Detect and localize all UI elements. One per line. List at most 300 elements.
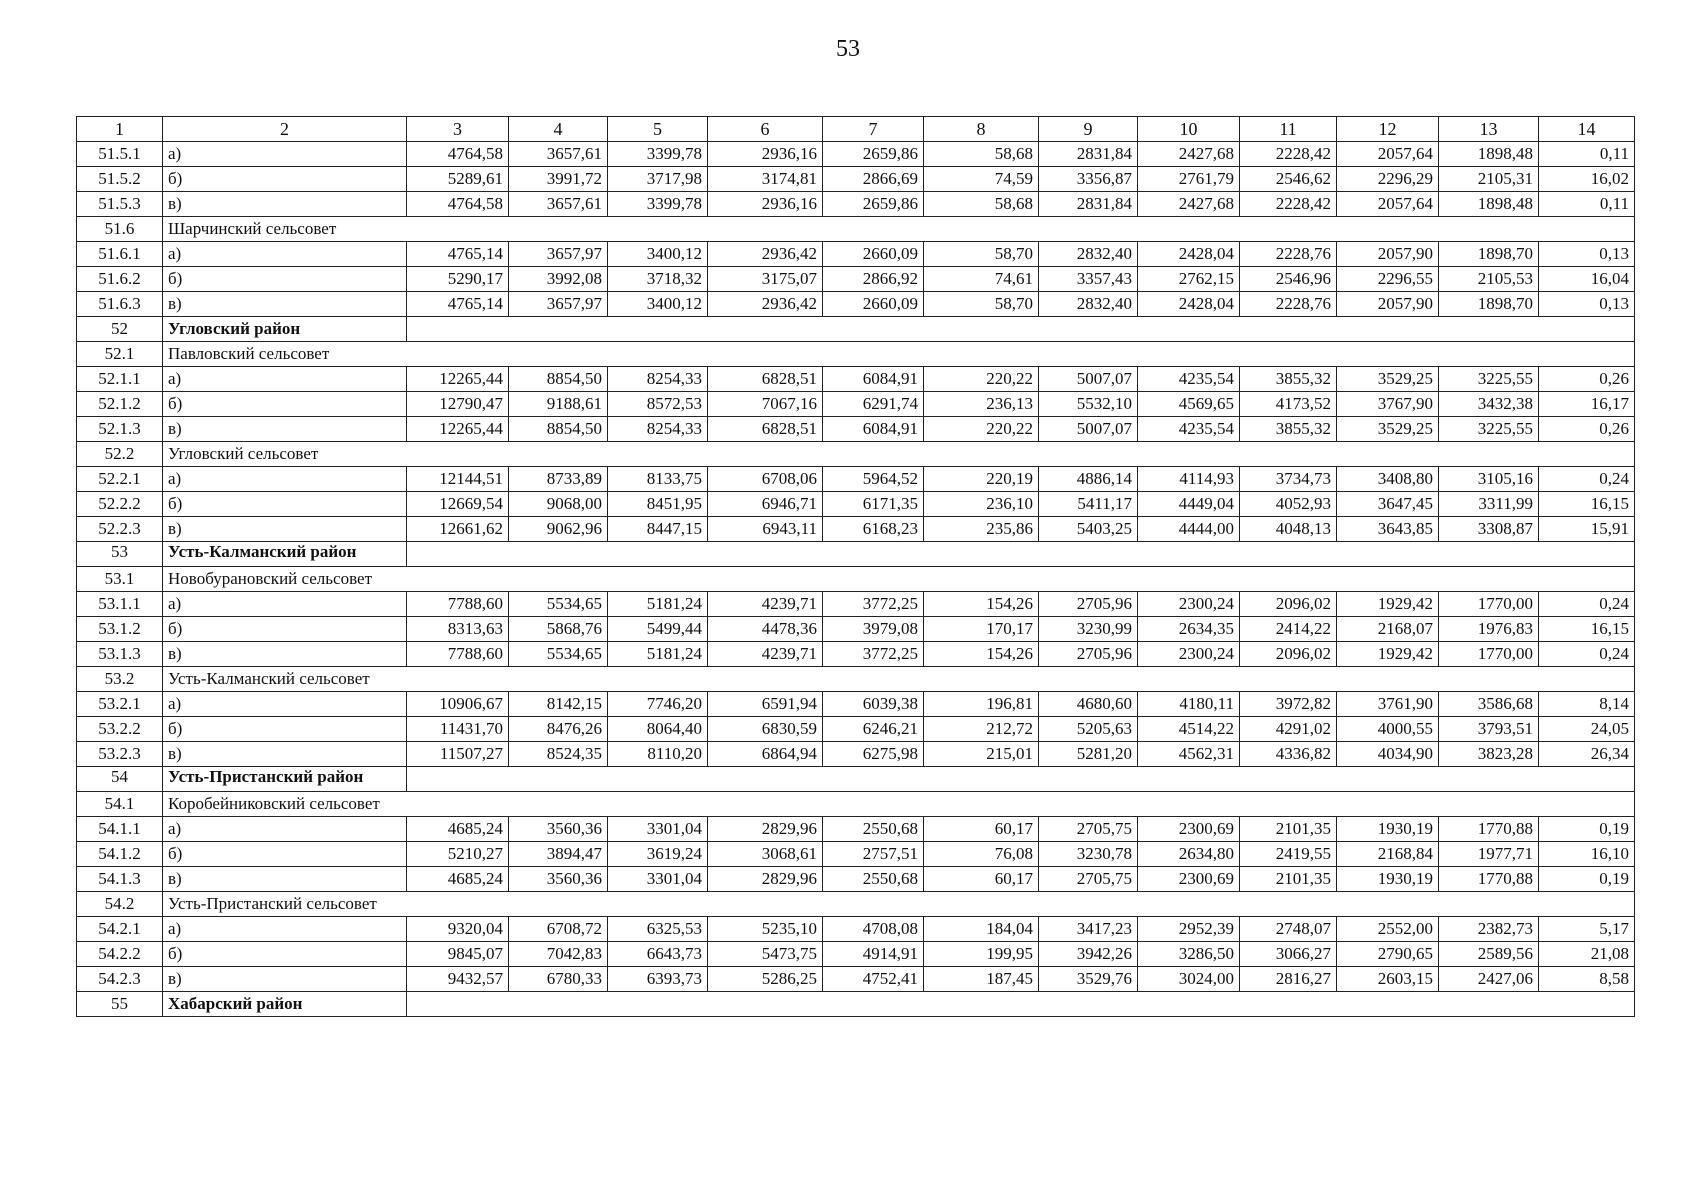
column-header: 4 [509, 117, 608, 142]
row-label: б) [163, 492, 407, 517]
cell-value: 8733,89 [509, 467, 608, 492]
row-label: а) [163, 917, 407, 942]
cell-value: 4764,58 [407, 192, 509, 217]
cell-value: 0,11 [1539, 192, 1635, 217]
district-code: 52 [77, 317, 163, 342]
cell-value: 2419,55 [1240, 842, 1337, 867]
cell-value: 9068,00 [509, 492, 608, 517]
cell-value: 4685,24 [407, 817, 509, 842]
cell-value: 1977,71 [1439, 842, 1539, 867]
cell-value: 187,45 [924, 967, 1039, 992]
cell-value: 12265,44 [407, 367, 509, 392]
cell-value: 9432,57 [407, 967, 509, 992]
column-header: 3 [407, 117, 509, 142]
cell-value: 3855,32 [1240, 417, 1337, 442]
row-label: а) [163, 367, 407, 392]
cell-value: 184,04 [924, 917, 1039, 942]
cell-value: 11431,70 [407, 717, 509, 742]
cell-value: 3734,73 [1240, 467, 1337, 492]
cell-value: 7067,16 [708, 392, 823, 417]
cell-value: 3560,36 [509, 817, 608, 842]
cell-value: 2101,35 [1240, 867, 1337, 892]
cell-value: 3230,78 [1039, 842, 1138, 867]
cell-value: 3772,25 [823, 592, 924, 617]
cell-value: 2382,73 [1439, 917, 1539, 942]
cell-value: 2300,24 [1138, 642, 1240, 667]
cell-value: 4180,11 [1138, 692, 1240, 717]
cell-value: 2660,09 [823, 292, 924, 317]
row-label: в) [163, 417, 407, 442]
cell-value: 154,26 [924, 592, 1039, 617]
section-title: Угловский сельсовет [163, 442, 1635, 467]
row-code: 53.2.3 [77, 742, 163, 767]
cell-value: 0,26 [1539, 367, 1635, 392]
table-row [77, 167, 1635, 192]
cell-value: 6246,21 [823, 717, 924, 742]
cell-value: 1770,00 [1439, 642, 1539, 667]
row-code: 53.1.1 [77, 592, 163, 617]
row-code: 51.6.2 [77, 267, 163, 292]
cell-value: 3823,28 [1439, 742, 1539, 767]
table-row [77, 192, 1635, 217]
cell-value: 4173,52 [1240, 392, 1337, 417]
cell-value: 8476,26 [509, 717, 608, 742]
cell-value: 215,01 [924, 742, 1039, 767]
cell-value: 8110,20 [608, 742, 708, 767]
cell-value: 1898,48 [1439, 142, 1539, 167]
table-row [77, 942, 1635, 967]
section-code: 54.1 [77, 792, 163, 817]
column-header: 2 [163, 117, 407, 142]
cell-value: 58,70 [924, 292, 1039, 317]
cell-value: 7788,60 [407, 592, 509, 617]
table-row [77, 292, 1635, 317]
cell-value: 1898,70 [1439, 242, 1539, 267]
cell-value: 16,10 [1539, 842, 1635, 867]
cell-value: 5534,65 [509, 592, 608, 617]
cell-value: 2550,68 [823, 867, 924, 892]
cell-value: 4034,90 [1337, 742, 1439, 767]
cell-value: 5007,07 [1039, 417, 1138, 442]
row-code: 54.1.1 [77, 817, 163, 842]
column-header: 7 [823, 117, 924, 142]
cell-value: 220,22 [924, 417, 1039, 442]
cell-value: 12144,51 [407, 467, 509, 492]
district-row [77, 317, 1635, 342]
cell-value: 2228,42 [1240, 142, 1337, 167]
cell-value: 2936,42 [708, 292, 823, 317]
cell-value: 3991,72 [509, 167, 608, 192]
section-row [77, 667, 1635, 692]
cell-value: 2832,40 [1039, 242, 1138, 267]
cell-value: 6084,91 [823, 417, 924, 442]
cell-value: 2168,07 [1337, 617, 1439, 642]
cell-value: 2057,64 [1337, 142, 1439, 167]
cell-value: 6591,94 [708, 692, 823, 717]
cell-value: 3301,04 [608, 867, 708, 892]
cell-value: 58,68 [924, 192, 1039, 217]
cell-value: 0,19 [1539, 867, 1635, 892]
cell-value: 2659,86 [823, 142, 924, 167]
section-code: 52.1 [77, 342, 163, 367]
cell-value: 4048,13 [1240, 517, 1337, 542]
cell-value: 5,17 [1539, 917, 1635, 942]
cell-value: 3529,25 [1337, 417, 1439, 442]
row-label: в) [163, 967, 407, 992]
cell-value: 4685,24 [407, 867, 509, 892]
cell-value: 4680,60 [1039, 692, 1138, 717]
section-title: Шарчинский сельсовет [163, 217, 1635, 242]
cell-value: 1930,19 [1337, 867, 1439, 892]
cell-value: 4764,58 [407, 142, 509, 167]
table-row [77, 492, 1635, 517]
cell-value: 2300,69 [1138, 817, 1240, 842]
row-code: 51.5.2 [77, 167, 163, 192]
cell-value: 3066,27 [1240, 942, 1337, 967]
cell-value: 3408,80 [1337, 467, 1439, 492]
row-label: а) [163, 817, 407, 842]
cell-value: 3311,99 [1439, 492, 1539, 517]
row-label: в) [163, 742, 407, 767]
cell-value: 1770,00 [1439, 592, 1539, 617]
row-code: 52.1.1 [77, 367, 163, 392]
cell-value: 4449,04 [1138, 492, 1240, 517]
cell-value: 5411,17 [1039, 492, 1138, 517]
row-code: 52.2.3 [77, 517, 163, 542]
cell-value: 58,70 [924, 242, 1039, 267]
cell-value: 2831,84 [1039, 142, 1138, 167]
cell-value: 5007,07 [1039, 367, 1138, 392]
section-row [77, 792, 1635, 817]
row-code: 52.1.3 [77, 417, 163, 442]
table-row [77, 967, 1635, 992]
cell-value: 5868,76 [509, 617, 608, 642]
cell-value: 3068,61 [708, 842, 823, 867]
row-label: а) [163, 467, 407, 492]
cell-value: 8572,53 [608, 392, 708, 417]
row-code: 52.1.2 [77, 392, 163, 417]
cell-value: 0,11 [1539, 142, 1635, 167]
cell-value: 4239,71 [708, 592, 823, 617]
cell-value: 154,26 [924, 642, 1039, 667]
cell-value: 3417,23 [1039, 917, 1138, 942]
cell-value: 4336,82 [1240, 742, 1337, 767]
cell-value: 0,24 [1539, 642, 1635, 667]
cell-value: 10906,67 [407, 692, 509, 717]
district-filler [407, 992, 1635, 1017]
cell-value: 5281,20 [1039, 742, 1138, 767]
cell-value: 5403,25 [1039, 517, 1138, 542]
cell-value: 2414,22 [1240, 617, 1337, 642]
cell-value: 4514,22 [1138, 717, 1240, 742]
cell-value: 1770,88 [1439, 867, 1539, 892]
district-title: Усть-Калманский район [163, 542, 407, 567]
row-code: 54.1.2 [77, 842, 163, 867]
cell-value: 2761,79 [1138, 167, 1240, 192]
cell-value: 3657,61 [509, 142, 608, 167]
cell-value: 2300,69 [1138, 867, 1240, 892]
cell-value: 0,13 [1539, 242, 1635, 267]
cell-value: 2936,16 [708, 142, 823, 167]
table-row [77, 692, 1635, 717]
cell-value: 12661,62 [407, 517, 509, 542]
cell-value: 26,34 [1539, 742, 1635, 767]
cell-value: 12265,44 [407, 417, 509, 442]
row-label: в) [163, 642, 407, 667]
column-header: 8 [924, 117, 1039, 142]
cell-value: 3586,68 [1439, 692, 1539, 717]
cell-value: 2101,35 [1240, 817, 1337, 842]
table-row [77, 917, 1635, 942]
cell-value: 8,14 [1539, 692, 1635, 717]
cell-value: 2546,96 [1240, 267, 1337, 292]
cell-value: 7788,60 [407, 642, 509, 667]
cell-value: 3230,99 [1039, 617, 1138, 642]
table-row [77, 467, 1635, 492]
section-code: 51.6 [77, 217, 163, 242]
table-row [77, 617, 1635, 642]
row-label: б) [163, 717, 407, 742]
cell-value: 3105,16 [1439, 467, 1539, 492]
row-code: 51.5.1 [77, 142, 163, 167]
cell-value: 2634,35 [1138, 617, 1240, 642]
cell-value: 3647,45 [1337, 492, 1439, 517]
section-row [77, 567, 1635, 592]
section-row [77, 442, 1635, 467]
cell-value: 2866,92 [823, 267, 924, 292]
column-header: 13 [1439, 117, 1539, 142]
cell-value: 1976,83 [1439, 617, 1539, 642]
cell-value: 2952,39 [1138, 917, 1240, 942]
row-label: а) [163, 242, 407, 267]
cell-value: 3717,98 [608, 167, 708, 192]
row-code: 53.2.1 [77, 692, 163, 717]
table-row [77, 367, 1635, 392]
cell-value: 6291,74 [823, 392, 924, 417]
cell-value: 15,91 [1539, 517, 1635, 542]
cell-value: 0,24 [1539, 592, 1635, 617]
table-row [77, 817, 1635, 842]
cell-value: 4235,54 [1138, 417, 1240, 442]
district-title: Угловский район [163, 317, 407, 342]
cell-value: 2829,96 [708, 867, 823, 892]
row-label: б) [163, 267, 407, 292]
cell-value: 8854,50 [509, 367, 608, 392]
cell-value: 1770,88 [1439, 817, 1539, 842]
cell-value: 2705,96 [1039, 592, 1138, 617]
section-code: 52.2 [77, 442, 163, 467]
cell-value: 9320,04 [407, 917, 509, 942]
cell-value: 5181,24 [608, 642, 708, 667]
cell-value: 4235,54 [1138, 367, 1240, 392]
cell-value: 8854,50 [509, 417, 608, 442]
row-code: 54.2.3 [77, 967, 163, 992]
cell-value: 1930,19 [1337, 817, 1439, 842]
cell-value: 12669,54 [407, 492, 509, 517]
cell-value: 2428,04 [1138, 292, 1240, 317]
cell-value: 4114,93 [1138, 467, 1240, 492]
table-row [77, 867, 1635, 892]
cell-value: 2816,27 [1240, 967, 1337, 992]
section-code: 54.2 [77, 892, 163, 917]
cell-value: 5532,10 [1039, 392, 1138, 417]
cell-value: 3979,08 [823, 617, 924, 642]
cell-value: 9845,07 [407, 942, 509, 967]
cell-value: 5286,25 [708, 967, 823, 992]
cell-value: 3400,12 [608, 242, 708, 267]
cell-value: 3174,81 [708, 167, 823, 192]
cell-value: 2705,75 [1039, 817, 1138, 842]
cell-value: 3761,90 [1337, 692, 1439, 717]
column-header: 14 [1539, 117, 1635, 142]
cell-value: 4765,14 [407, 292, 509, 317]
cell-value: 6275,98 [823, 742, 924, 767]
column-header: 1 [77, 117, 163, 142]
cell-value: 16,15 [1539, 492, 1635, 517]
table-row [77, 642, 1635, 667]
cell-value: 2096,02 [1240, 642, 1337, 667]
row-code: 51.6.3 [77, 292, 163, 317]
cell-value: 2300,24 [1138, 592, 1240, 617]
cell-value: 3643,85 [1337, 517, 1439, 542]
district-row [77, 767, 1635, 792]
column-header: 12 [1337, 117, 1439, 142]
cell-value: 6780,33 [509, 967, 608, 992]
cell-value: 0,19 [1539, 817, 1635, 842]
cell-value: 2428,04 [1138, 242, 1240, 267]
table-row [77, 717, 1635, 742]
cell-value: 2228,76 [1240, 292, 1337, 317]
row-label: в) [163, 292, 407, 317]
cell-value: 4000,55 [1337, 717, 1439, 742]
row-label: в) [163, 192, 407, 217]
cell-value: 6943,11 [708, 517, 823, 542]
cell-value: 5235,10 [708, 917, 823, 942]
table-row [77, 742, 1635, 767]
cell-value: 2168,84 [1337, 842, 1439, 867]
cell-value: 3399,78 [608, 142, 708, 167]
cell-value: 8313,63 [407, 617, 509, 642]
cell-value: 3560,36 [509, 867, 608, 892]
cell-value: 4239,71 [708, 642, 823, 667]
district-title: Усть-Пристанский район [163, 767, 407, 792]
cell-value: 2748,07 [1240, 917, 1337, 942]
row-code: 52.2.2 [77, 492, 163, 517]
cell-value: 6828,51 [708, 367, 823, 392]
cell-value: 3356,87 [1039, 167, 1138, 192]
district-filler [407, 542, 1635, 567]
cell-value: 1929,42 [1337, 642, 1439, 667]
column-header: 6 [708, 117, 823, 142]
cell-value: 2228,76 [1240, 242, 1337, 267]
row-label: а) [163, 142, 407, 167]
cell-value: 2546,62 [1240, 167, 1337, 192]
header-row [77, 117, 1635, 142]
cell-value: 2659,86 [823, 192, 924, 217]
cell-value: 76,08 [924, 842, 1039, 867]
cell-value: 2936,42 [708, 242, 823, 267]
cell-value: 236,13 [924, 392, 1039, 417]
cell-value: 21,08 [1539, 942, 1635, 967]
cell-value: 3793,51 [1439, 717, 1539, 742]
district-code: 55 [77, 992, 163, 1017]
cell-value: 58,68 [924, 142, 1039, 167]
row-label: в) [163, 517, 407, 542]
cell-value: 8,58 [1539, 967, 1635, 992]
cell-value: 2427,68 [1138, 192, 1240, 217]
cell-value: 8142,15 [509, 692, 608, 717]
section-title: Новобурановский сельсовет [163, 567, 1635, 592]
cell-value: 12790,47 [407, 392, 509, 417]
cell-value: 4052,93 [1240, 492, 1337, 517]
cell-value: 4562,31 [1138, 742, 1240, 767]
cell-value: 220,22 [924, 367, 1039, 392]
cell-value: 4914,91 [823, 942, 924, 967]
cell-value: 8133,75 [608, 467, 708, 492]
row-label: б) [163, 617, 407, 642]
table-row [77, 517, 1635, 542]
cell-value: 6643,73 [608, 942, 708, 967]
cell-value: 3357,43 [1039, 267, 1138, 292]
section-code: 53.1 [77, 567, 163, 592]
cell-value: 3175,07 [708, 267, 823, 292]
row-label: б) [163, 942, 407, 967]
cell-value: 16,04 [1539, 267, 1635, 292]
cell-value: 2057,64 [1337, 192, 1439, 217]
column-header: 9 [1039, 117, 1138, 142]
cell-value: 3855,32 [1240, 367, 1337, 392]
table-row [77, 242, 1635, 267]
cell-value: 3972,82 [1240, 692, 1337, 717]
section-title: Павловский сельсовет [163, 342, 1635, 367]
row-label: а) [163, 692, 407, 717]
cell-value: 3942,26 [1039, 942, 1138, 967]
cell-value: 2057,90 [1337, 292, 1439, 317]
cell-value: 4444,00 [1138, 517, 1240, 542]
district-filler [407, 317, 1635, 342]
cell-value: 5205,63 [1039, 717, 1138, 742]
row-label: б) [163, 842, 407, 867]
cell-value: 212,72 [924, 717, 1039, 742]
row-code: 54.2.2 [77, 942, 163, 967]
cell-value: 74,59 [924, 167, 1039, 192]
cell-value: 6828,51 [708, 417, 823, 442]
cell-value: 1898,70 [1439, 292, 1539, 317]
section-row [77, 342, 1635, 367]
cell-value: 2705,75 [1039, 867, 1138, 892]
cell-value: 3767,90 [1337, 392, 1439, 417]
cell-value: 6168,23 [823, 517, 924, 542]
cell-value: 5964,52 [823, 467, 924, 492]
row-code: 53.2.2 [77, 717, 163, 742]
cell-value: 6039,38 [823, 692, 924, 717]
cell-value: 2936,16 [708, 192, 823, 217]
cell-value: 3432,38 [1439, 392, 1539, 417]
cell-value: 3619,24 [608, 842, 708, 867]
section-title: Усть-Пристанский сельсовет [163, 892, 1635, 917]
cell-value: 2757,51 [823, 842, 924, 867]
cell-value: 170,17 [924, 617, 1039, 642]
cell-value: 3657,97 [509, 292, 608, 317]
district-code: 54 [77, 767, 163, 792]
cell-value: 3529,76 [1039, 967, 1138, 992]
cell-value: 0,26 [1539, 417, 1635, 442]
row-code: 51.6.1 [77, 242, 163, 267]
cell-value: 6171,35 [823, 492, 924, 517]
row-code: 54.1.3 [77, 867, 163, 892]
table-row [77, 417, 1635, 442]
cell-value: 3308,87 [1439, 517, 1539, 542]
